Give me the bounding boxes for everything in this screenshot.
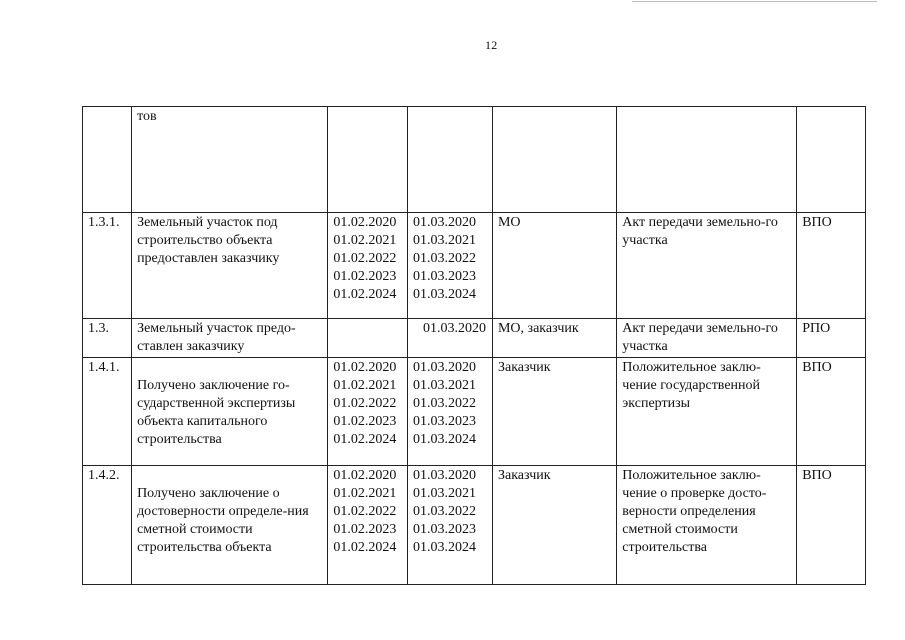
cell-name: Получено заключение го-сударственной экспертизы объекта капитального строительства [132, 358, 328, 466]
cell-responsible: МО [492, 213, 616, 319]
cell-end-dates [407, 213, 492, 319]
page-number: 12 [485, 38, 498, 52]
start-date: 01.02.2020 [333, 360, 397, 375]
cell-responsible [492, 107, 616, 213]
start-date: 01.02.2020 [333, 215, 397, 230]
start-date: 01.02.2022 [333, 251, 397, 266]
cell-start-dates [328, 213, 408, 319]
schedule-table [82, 106, 866, 585]
start-date: 01.02.2024 [333, 432, 397, 447]
cell-responsible: Заказчик [492, 358, 616, 466]
end-date: 01.03.2020 [412, 215, 476, 230]
end-date: 01.03.2022 [412, 504, 476, 519]
cell-number: 1.4.2. [83, 466, 132, 585]
start-date: 01.02.2023 [333, 414, 397, 429]
cell-number [83, 107, 132, 213]
end-date: 01.03.2022 [412, 251, 476, 266]
cell-number: 1.3.1. [83, 213, 132, 319]
table-row [83, 358, 866, 466]
start-date: 01.02.2022 [333, 504, 397, 519]
table-row [83, 466, 866, 585]
end-date: 01.03.2022 [412, 396, 476, 411]
cell-document: Акт передачи земельно-го участка [617, 319, 797, 358]
cell-document [617, 107, 797, 213]
cell-document: Акт передачи земельно-го участка [617, 213, 797, 319]
start-date: 01.02.2020 [333, 468, 397, 483]
cell-name: тов [132, 107, 328, 213]
cell-number: 1.3. [83, 319, 132, 358]
cell-level: ВПО [797, 358, 866, 466]
cell-end-dates [407, 107, 492, 213]
table-row-continued [83, 107, 866, 213]
cell-level: ВПО [797, 466, 866, 585]
cell-level: ВПО [797, 213, 866, 319]
cell-responsible: Заказчик [492, 466, 616, 585]
cell-end-dates [407, 466, 492, 585]
end-date: 01.03.2021 [412, 486, 476, 501]
end-date: 01.03.2024 [412, 540, 476, 555]
start-date: 01.02.2024 [333, 287, 397, 302]
cell-level [797, 107, 866, 213]
cell-name: Земельный участок предо-ставлен заказчику [132, 319, 328, 358]
end-date: 01.03.2020 [422, 321, 486, 336]
start-date: 01.02.2021 [333, 486, 397, 501]
end-date: 01.03.2020 [412, 360, 476, 375]
end-date: 01.03.2020 [412, 468, 476, 483]
top-edge-rule [632, 1, 877, 2]
cell-name: Земельный участок под строительство объекта предоставлен заказчику [132, 213, 328, 319]
cell-document: Положительное заклю-чение государственной экспертизы [617, 358, 797, 466]
start-date: 01.02.2021 [333, 233, 397, 248]
cell-number: 1.4.1. [83, 358, 132, 466]
cell-responsible: МО, заказчик [492, 319, 616, 358]
start-date: 01.02.2022 [333, 396, 397, 411]
start-date: 01.02.2023 [333, 269, 397, 284]
end-date: 01.03.2023 [412, 522, 476, 537]
cell-start-dates [328, 319, 408, 358]
end-date: 01.03.2021 [412, 378, 476, 393]
cell-end-dates [407, 319, 492, 358]
start-date: 01.02.2023 [333, 522, 397, 537]
cell-document: Положительное заклю-чение о проверке досто-верности определения сметной стоимости строительства [617, 466, 797, 585]
table-row [83, 213, 866, 319]
cell-start-dates [328, 466, 408, 585]
cell-start-dates [328, 358, 408, 466]
end-date: 01.03.2023 [412, 269, 476, 284]
cell-end-dates [407, 358, 492, 466]
start-date: 01.02.2021 [333, 378, 397, 393]
cell-name: Получено заключение о достоверности определе-ния сметной стоимости строительства объекта [132, 466, 328, 585]
end-date: 01.03.2024 [412, 287, 476, 302]
start-date: 01.02.2024 [333, 540, 397, 555]
cell-level: РПО [797, 319, 866, 358]
table-row [83, 319, 866, 358]
end-date: 01.03.2023 [412, 414, 476, 429]
end-date: 01.03.2021 [412, 233, 476, 248]
cell-start-dates [328, 107, 408, 213]
end-date: 01.03.2024 [412, 432, 476, 447]
